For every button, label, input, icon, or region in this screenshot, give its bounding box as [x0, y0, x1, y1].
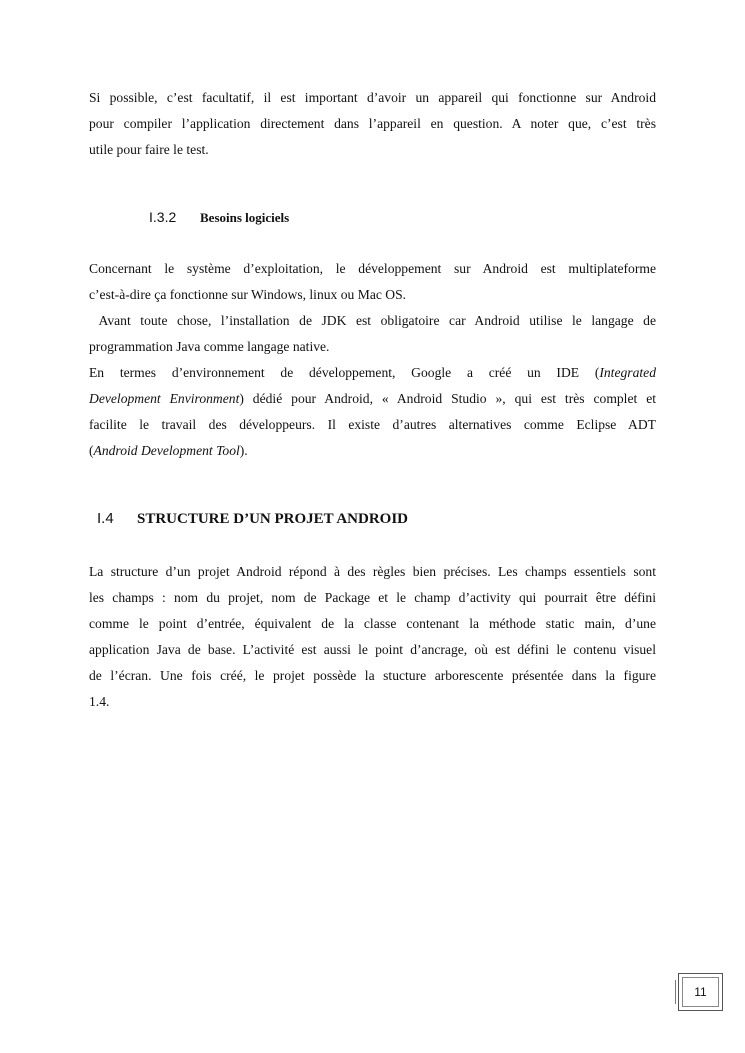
software-line-7: facilite le travail des développeurs. Il existe d’autres alternatives comme Eclipse ADT	[89, 417, 656, 432]
software-line-1: Concernant le système d’exploitation, le développement sur Android est multiplateforme	[89, 261, 656, 276]
section-title: STRUCTURE D’UN PROJET ANDROID	[137, 511, 409, 527]
section-number: I.3.2	[149, 209, 177, 225]
structure-paragraph	[89, 559, 656, 715]
software-line-6-text: ) dédié pour Android, « Android Studio », qui est très complet et	[239, 391, 657, 406]
structure-line-3: comme le point d’entrée, équivalent de la classe contenant la méthode static main, d’une	[89, 616, 656, 631]
software-line-8	[89, 438, 656, 464]
software-line-6-italic: Development Environment	[89, 391, 240, 406]
software-line-2: c’est-à-dire ça fonctionne sur Windows, linux ou Mac OS.	[89, 287, 407, 302]
intro-line-1: Si possible, c’est facultatif, il est important d’avoir un appareil qui fonctionne sur Android	[89, 90, 656, 105]
software-paragraph	[89, 256, 656, 464]
software-line-5-italic: Integrated	[599, 365, 656, 380]
section-heading-1-4	[97, 510, 408, 528]
section-title: Besoins logiciels	[200, 210, 290, 225]
structure-line-6: 1.4.	[89, 694, 110, 709]
software-line-5-text: En termes d’environnement de développement, Google a créé un IDE (	[89, 365, 600, 380]
software-line-8-open: (	[89, 443, 94, 458]
software-line-3: Avant toute chose, l’installation de JDK est obligatoire car Android utilise le langage de	[89, 313, 656, 328]
intro-line-3: utile pour faire le test.	[89, 142, 209, 157]
software-line-4: programmation Java comme langage native.	[89, 339, 330, 354]
intro-paragraph	[89, 85, 656, 163]
structure-line-2: les champs : nom du projet, nom de Package et le champ d’activity qui pourrait être défini	[89, 590, 656, 605]
structure-line-1: La structure d’un projet Android répond à des règles bien précises. Les champs essentiels sont	[89, 564, 656, 579]
software-line-8-close: ).	[239, 443, 248, 458]
structure-line-4: application Java de base. L’activité est aussi le point d’ancrage, où est défini le contenu visuel	[89, 642, 656, 657]
software-line-5	[89, 360, 656, 386]
software-line-6	[89, 386, 656, 412]
page-number-box	[678, 973, 723, 1011]
software-line-8-italic: Android Development Tool	[93, 443, 240, 458]
intro-line-2: pour compiler l’application directement dans l’appareil en question. A noter que, c’est très	[89, 116, 656, 131]
page-number: 11	[694, 985, 707, 999]
section-number: I.4	[97, 510, 114, 527]
section-heading-1-3-2	[149, 209, 289, 226]
structure-line-5: de l’écran. Une fois créé, le projet possède la stucture arborescente présentée dans la figure	[89, 668, 656, 683]
